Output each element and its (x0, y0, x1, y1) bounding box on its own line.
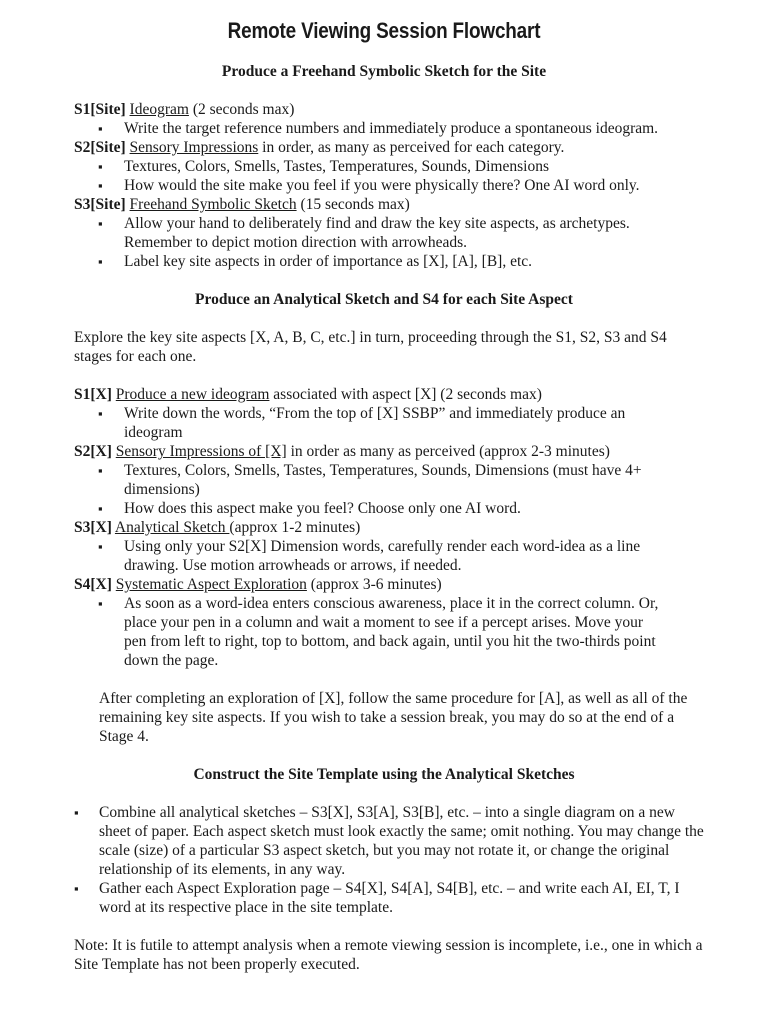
section-intro: Explore the key site aspects [X, A, B, C, etc.] in turn, proceeding through the S1, S2, S3 and S4 stages for each one. (74, 329, 667, 365)
s4-x-stage (74, 575, 768, 670)
closing-note: Note: It is futile to attempt analysis when a remote viewing session is incomplete, i.e., one in which a Site Template has not been properly executed. (74, 937, 703, 973)
list-item: ▪ Write down the words, “From the top of [X] SSBP” and immediately produce an ideogram (74, 404, 659, 442)
list-item: ▪ Gather each Aspect Exploration page – S4[X], S4[A], S4[B], etc. – and write each AI, EI, T, I word at its respective place in the site template. (74, 879, 706, 917)
stage-code: S3[Site] (74, 196, 126, 213)
stage-note: (approx 1-2 minutes) (229, 519, 361, 536)
stage-title: Sensory Impressions (129, 139, 259, 156)
stage-code: S2[Site] (74, 139, 126, 156)
list-item: ▪ Allow your hand to deliberately find and draw the key site aspects, as archetypes. Remember to depict motion direction with arrowheads. (74, 214, 659, 252)
stage-note: associated with aspect [X] (2 seconds max) (269, 386, 542, 403)
list-item: ▪ How would the site make you feel if you were physically there? One AI word only. (74, 176, 659, 195)
section-heading-analytical-sketch: Produce an Analytical Sketch and S4 for each Site Aspect (195, 291, 573, 308)
stage-code: S3[X] (74, 519, 112, 536)
stage-note: (2 seconds max) (188, 101, 295, 118)
stage-code: S1[Site] (74, 101, 126, 118)
list-item: ▪ Using only your S2[X] Dimension words, carefully render each word-idea as a line drawing. Use motion arrowheads or arrows, if needed. (74, 537, 659, 575)
s1-site-stage (74, 100, 768, 138)
list-item: ▪ Textures, Colors, Smells, Tastes, Temperatures, Sounds, Dimensions (74, 157, 659, 176)
s3-x-stage (74, 518, 768, 575)
stage-code: S4[X] (74, 576, 112, 593)
list-item: ▪ Write the target reference numbers and immediately produce a spontaneous ideogram. (74, 119, 659, 138)
section-heading-site-sketch: Produce a Freehand Symbolic Sketch for the Site (221, 63, 547, 80)
stage-note: (approx 3-6 minutes) (306, 576, 442, 593)
stage-title: Analytical Sketch (114, 519, 230, 536)
stage-title: Systematic Aspect Exploration (115, 576, 307, 593)
s2-site-stage (74, 138, 768, 195)
list-item: ▪ Textures, Colors, Smells, Tastes, Temperatures, Sounds, Dimensions (must have 4+ dimensions) (74, 461, 659, 499)
document-title: Remote Viewing Session Flowchart (227, 18, 541, 43)
stage-note: (15 seconds max) (296, 196, 410, 213)
section-heading-site-template: Construct the Site Template using the Analytical Sketches (193, 766, 575, 783)
list-item: ▪ As soon as a word-idea enters conscious awareness, place it in the correct column. Or, place your pen in a column and wait a moment to see if a percept arises. Move your pen from left to right, top to bottom, and back again, until you hit the two-thirds point down the page. (74, 594, 659, 670)
s1-x-stage (74, 385, 768, 442)
stage-code: S2[X] (74, 443, 112, 460)
stage-title: Ideogram (129, 101, 189, 118)
list-item: ▪ Combine all analytical sketches – S3[X], S3[A], S3[B], etc. – into a single diagram on a new sheet of paper. Each aspect sketch must look exactly the same; omit nothing. You may change the scale (size) of a particular S3 aspect sketch, but you may not rotate it, or change the original relationship of its elements, in any way. (74, 803, 706, 879)
s2-x-stage (74, 442, 768, 518)
s3-site-stage (74, 195, 768, 271)
stage-title: Freehand Symbolic Sketch (129, 196, 297, 213)
stage-code: S1[X] (74, 386, 112, 403)
stage-title: Produce a new ideogram (115, 386, 270, 403)
stage-note: in order, as many as perceived for each category. (258, 139, 565, 156)
stage-note: in order as many as perceived (approx 2-3 minutes) (286, 443, 610, 460)
list-item: ▪ How does this aspect make you feel? Choose only one AI word. (74, 499, 659, 518)
list-item: ▪ Label key site aspects in order of importance as [X], [A], [B], etc. (74, 252, 659, 271)
section-closing: After completing an exploration of [X], follow the same procedure for [A], as well as all of the remaining key site aspects. If you wish to take a session break, you may do so at the end of a Stage 4. (99, 690, 688, 745)
stage-title: Sensory Impressions of [X] (115, 443, 287, 460)
